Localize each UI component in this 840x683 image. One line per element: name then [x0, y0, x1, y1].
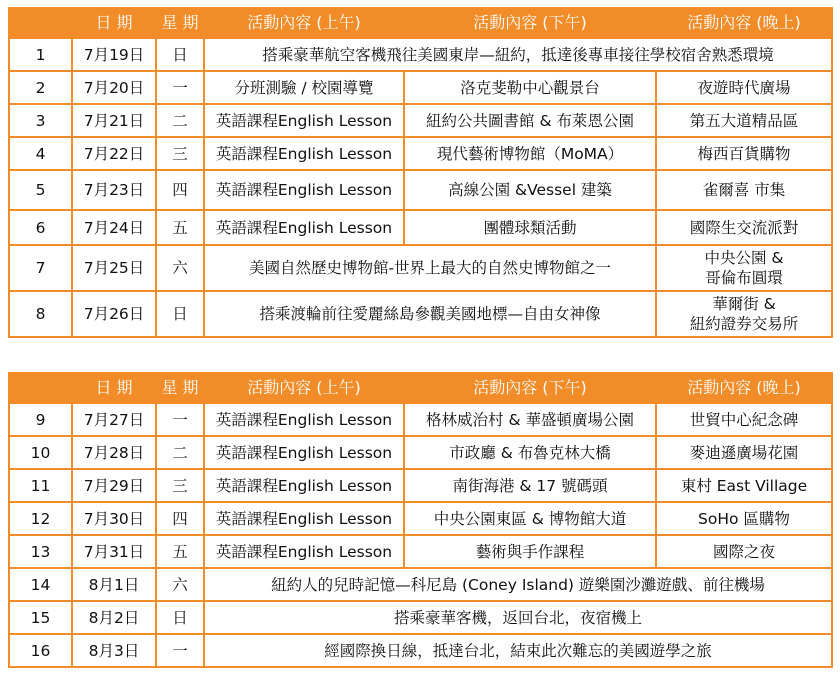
morning-activity: 英語課程English Lesson: [204, 535, 404, 568]
day-number: 4: [9, 137, 72, 170]
date-cell: 7月20日: [72, 71, 156, 104]
weekday-cell: 日: [156, 38, 204, 71]
afternoon-activity: 南街海港 & 17 號碼頭: [404, 469, 656, 502]
date-cell: 8月2日: [72, 601, 156, 634]
date-cell: 7月26日: [72, 291, 156, 337]
full-day-activity: 紐約人的兒時記憶—科尼島 (Coney Island) 遊樂園沙灘遊戲、前往機場: [204, 568, 832, 601]
date-cell: 7月19日: [72, 38, 156, 71]
weekday-cell: 四: [156, 170, 204, 210]
evening-activity: 國際之夜: [656, 535, 832, 568]
day-number: 2: [9, 71, 72, 104]
table-header-row: [9, 373, 832, 403]
morning-activity: 英語課程English Lesson: [204, 502, 404, 535]
morning-activity: 分班測驗 / 校園導覽: [204, 71, 404, 104]
date-cell: 7月23日: [72, 170, 156, 210]
day-number: 11: [9, 469, 72, 502]
table-row: [9, 568, 832, 601]
weekday-cell: 五: [156, 535, 204, 568]
evening-activity-line-1: 中央公園 &: [704, 249, 784, 267]
morning-activity: 英語課程English Lesson: [204, 436, 404, 469]
weekday-cell: 六: [156, 568, 204, 601]
day-activity: 搭乘渡輪前往愛麗絲島參觀美國地標—自由女神像: [204, 291, 656, 337]
table-row: [9, 403, 832, 436]
day-number: 8: [9, 291, 72, 337]
afternoon-activity: 中央公園東區 & 博物館大道: [404, 502, 656, 535]
day-number: 12: [9, 502, 72, 535]
morning-activity: 英語課程English Lesson: [204, 137, 404, 170]
date-cell: 7月25日: [72, 245, 156, 291]
evening-activity-line-2: 哥倫布圓環: [705, 269, 783, 287]
table-row: [9, 137, 832, 170]
day-number: 16: [9, 634, 72, 667]
date-cell: 8月1日: [72, 568, 156, 601]
weekday-cell: 日: [156, 601, 204, 634]
date-cell: 7月28日: [72, 436, 156, 469]
afternoon-activity: 團體球類活動: [404, 210, 656, 245]
day-number: 15: [9, 601, 72, 634]
header-number: [9, 373, 72, 403]
morning-activity: 英語課程English Lesson: [204, 104, 404, 137]
weekday-cell: 六: [156, 245, 204, 291]
day-number: 6: [9, 210, 72, 245]
table-row: [9, 634, 832, 667]
table-row: [9, 170, 832, 210]
morning-activity: 英語課程English Lesson: [204, 210, 404, 245]
header-afternoon: 活動內容 (下午): [404, 8, 656, 38]
table-row: [9, 502, 832, 535]
header-weekday: 星 期: [156, 8, 204, 38]
evening-activity: [656, 291, 832, 337]
date-cell: 7月30日: [72, 502, 156, 535]
weekday-cell: 二: [156, 436, 204, 469]
table-row: [9, 535, 832, 568]
day-number: 13: [9, 535, 72, 568]
weekday-cell: 日: [156, 291, 204, 337]
date-cell: 8月3日: [72, 634, 156, 667]
evening-activity: [656, 245, 832, 291]
full-day-activity: 搭乘豪華航空客機飛往美國東岸—紐約，抵達後專車接往學校宿舍熟悉環境: [204, 38, 832, 71]
morning-activity: 英語課程English Lesson: [204, 403, 404, 436]
table-header-row: [9, 8, 832, 38]
afternoon-activity: 市政廳 & 布魯克林大橋: [404, 436, 656, 469]
date-cell: 7月24日: [72, 210, 156, 245]
weekday-cell: 一: [156, 403, 204, 436]
day-number: 5: [9, 170, 72, 210]
day-number: 1: [9, 38, 72, 71]
evening-activity: 世貿中心紀念碑: [656, 403, 832, 436]
weekday-cell: 五: [156, 210, 204, 245]
evening-activity: 第五大道精品區: [656, 104, 832, 137]
day-number: 14: [9, 568, 72, 601]
header-date: 日 期: [72, 373, 156, 403]
date-cell: 7月21日: [72, 104, 156, 137]
afternoon-activity: 藝術與手作課程: [404, 535, 656, 568]
header-date: 日 期: [72, 8, 156, 38]
header-afternoon: 活動內容 (下午): [404, 373, 656, 403]
weekday-cell: 一: [156, 71, 204, 104]
table-row: [9, 210, 832, 245]
full-day-activity: 經國際換日線，抵達台北，結束此次難忘的美國遊學之旅: [204, 634, 832, 667]
evening-activity-line-2: 紐約證券交易所: [689, 315, 799, 333]
day-activity: 美國自然歷史博物館-世界上最大的自然史博物館之一: [204, 245, 656, 291]
weekday-cell: 四: [156, 502, 204, 535]
header-weekday: 星 期: [156, 373, 204, 403]
header-evening: 活動內容 (晚上): [656, 373, 832, 403]
weekday-cell: 三: [156, 137, 204, 170]
full-day-activity: 搭乘豪華客機，返回台北，夜宿機上: [204, 601, 832, 634]
date-cell: 7月29日: [72, 469, 156, 502]
day-number: 9: [9, 403, 72, 436]
evening-activity-line-1: 華爾街 &: [712, 295, 776, 313]
header-morning: 活動內容 (上午): [204, 373, 404, 403]
evening-activity: 夜遊時代廣場: [656, 71, 832, 104]
weekday-cell: 一: [156, 634, 204, 667]
afternoon-activity: 紐約公共圖書館 & 布萊恩公園: [404, 104, 656, 137]
table-row: [9, 291, 832, 337]
evening-activity: 東村 East Village: [656, 469, 832, 502]
afternoon-activity: 現代藝術博物館（MoMA）: [404, 137, 656, 170]
header-evening: 活動內容 (晚上): [656, 8, 832, 38]
afternoon-activity: 洛克斐勒中心觀景台: [404, 71, 656, 104]
morning-activity: 英語課程English Lesson: [204, 469, 404, 502]
day-number: 3: [9, 104, 72, 137]
header-morning: 活動內容 (上午): [204, 8, 404, 38]
date-cell: 7月31日: [72, 535, 156, 568]
table-row: [9, 245, 832, 291]
day-number: 7: [9, 245, 72, 291]
evening-activity: SoHo 區購物: [656, 502, 832, 535]
day-number: 10: [9, 436, 72, 469]
date-cell: 7月27日: [72, 403, 156, 436]
table-row: [9, 469, 832, 502]
afternoon-activity: 格林威治村 & 華盛頓廣場公園: [404, 403, 656, 436]
evening-activity: 國際生交流派對: [656, 210, 832, 245]
evening-activity: 雀爾喜 市集: [656, 170, 832, 210]
date-cell: 7月22日: [72, 137, 156, 170]
afternoon-activity: 高線公園 &Vessel 建築: [404, 170, 656, 210]
weekday-cell: 三: [156, 469, 204, 502]
header-number: [9, 8, 72, 38]
schedule-table-1: [8, 7, 833, 338]
table-row: [9, 601, 832, 634]
schedule-table-2: [8, 372, 833, 668]
table-row: [9, 104, 832, 137]
evening-activity: 梅西百貨購物: [656, 137, 832, 170]
morning-activity: 英語課程English Lesson: [204, 170, 404, 210]
table-row: [9, 71, 832, 104]
table-row: [9, 436, 832, 469]
evening-activity: 麥迪遜廣場花園: [656, 436, 832, 469]
table-row: [9, 38, 832, 71]
weekday-cell: 二: [156, 104, 204, 137]
